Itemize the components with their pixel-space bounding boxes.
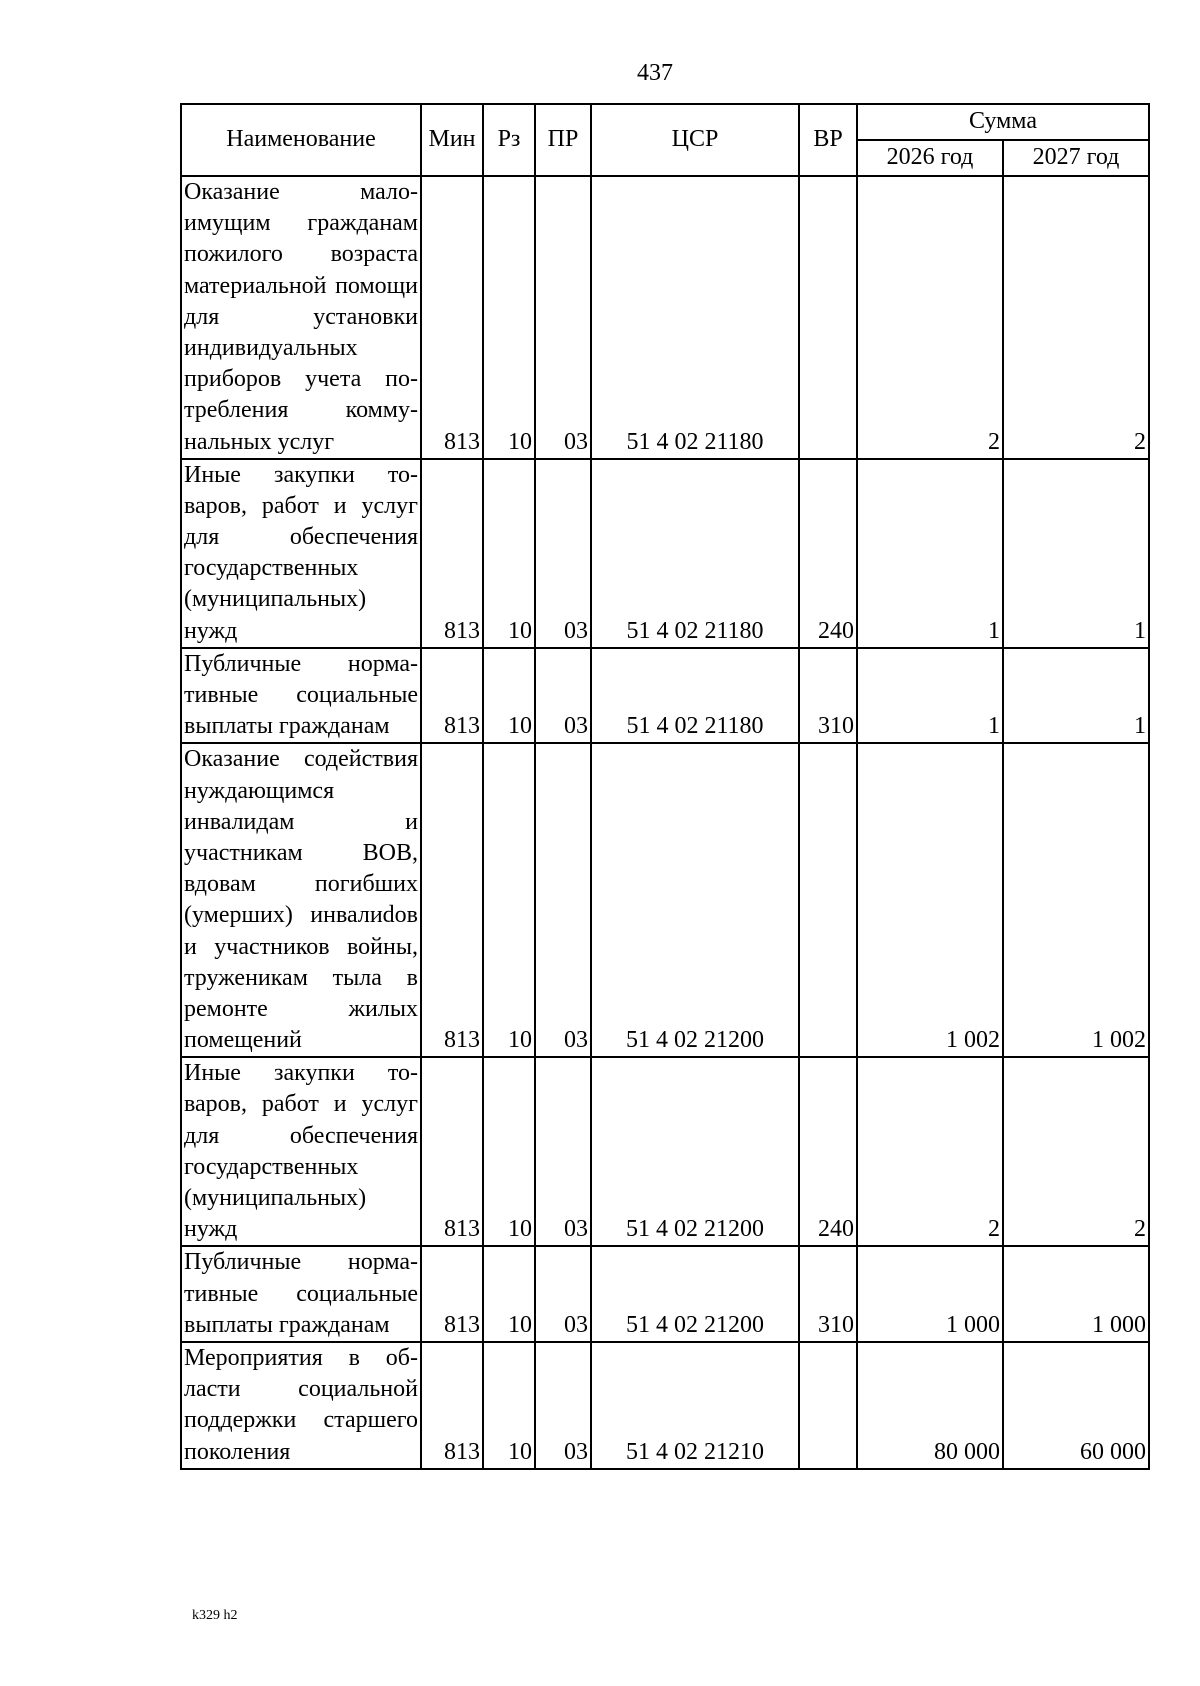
row-rz: 10 [483,648,535,744]
row-name: Публичные нормативные социальные выплаты гражданам [181,648,421,744]
row-amount-2027: 2 [1003,1057,1149,1246]
table-row [181,1057,1149,1246]
row-csr: 51 4 02 21180 [591,648,799,744]
row-pr: 03 [535,1246,591,1342]
row-amount-2026: 2 [857,176,1003,459]
row-name: Оказание содействия нуждающимся инвалидам и участникам ВОВ, вдовам погибших (умерших) инвалиdов и участников войны, труженикам тыла в ремонте жилых помещений [181,743,421,1057]
row-csr: 51 4 02 21200 [591,743,799,1057]
header-rz: Рз [483,104,535,176]
table-row [181,176,1149,459]
footer-code: k329 h2 [192,1608,238,1623]
row-amount-2026: 1 002 [857,743,1003,1057]
budget-table [180,103,1150,1470]
table-row [181,743,1149,1057]
row-min: 813 [421,743,483,1057]
row-amount-2026: 2 [857,1057,1003,1246]
row-amount-2026: 1 000 [857,1246,1003,1342]
page-number: 437 [637,60,673,86]
row-vr: 310 [799,648,857,744]
row-name: Мероприятия в области социальной поддержки старшего поколения [181,1342,421,1469]
row-amount-2026: 1 [857,459,1003,648]
row-csr: 51 4 02 21180 [591,459,799,648]
header-sum: Сумма [857,104,1149,140]
row-amount-2027: 1 000 [1003,1246,1149,1342]
row-vr: 310 [799,1246,857,1342]
row-name: Иные закупки товаров, работ и услуг для обеспечения государственных (муниципальных) нужд [181,1057,421,1246]
table-row [181,1342,1149,1469]
row-min: 813 [421,1057,483,1246]
row-name: Иные закупки товаров, работ и услуг для обеспечения государственных (муниципальных) нужд [181,459,421,648]
row-vr [799,176,857,459]
row-amount-2026: 1 [857,648,1003,744]
row-rz: 10 [483,459,535,648]
row-pr: 03 [535,176,591,459]
row-min: 813 [421,1246,483,1342]
row-vr: 240 [799,459,857,648]
table-row [181,459,1149,648]
row-min: 813 [421,459,483,648]
row-amount-2027: 1 [1003,648,1149,744]
header-year-2027: 2027 год [1003,140,1149,176]
row-csr: 51 4 02 21200 [591,1246,799,1342]
table-body [181,176,1149,1469]
header-vr: ВР [799,104,857,176]
header-csr: ЦСР [591,104,799,176]
row-min: 813 [421,648,483,744]
header-min: Мин [421,104,483,176]
row-amount-2027: 60 000 [1003,1342,1149,1469]
row-pr: 03 [535,743,591,1057]
row-csr: 51 4 02 21210 [591,1342,799,1469]
row-pr: 03 [535,1342,591,1469]
row-amount-2027: 1 [1003,459,1149,648]
row-rz: 10 [483,176,535,459]
row-pr: 03 [535,1057,591,1246]
row-rz: 10 [483,1246,535,1342]
row-vr [799,1342,857,1469]
row-amount-2027: 1 002 [1003,743,1149,1057]
row-rz: 10 [483,1057,535,1246]
row-name: Публичные нормативные социальные выплаты гражданам [181,1246,421,1342]
row-min: 813 [421,1342,483,1469]
table-row [181,1246,1149,1342]
row-pr: 03 [535,459,591,648]
table-row [181,648,1149,744]
row-pr: 03 [535,648,591,744]
header-pr: ПР [535,104,591,176]
row-amount-2027: 2 [1003,176,1149,459]
row-csr: 51 4 02 21180 [591,176,799,459]
row-amount-2026: 80 000 [857,1342,1003,1469]
row-name: Оказание малоимущим гражданам пожилого возраста материальной помощи для установки индивидуальных приборов учета потребления коммунальных услуг [181,176,421,459]
row-min: 813 [421,176,483,459]
row-vr: 240 [799,1057,857,1246]
header-year-2026: 2026 год [857,140,1003,176]
row-vr [799,743,857,1057]
row-csr: 51 4 02 21200 [591,1057,799,1246]
row-rz: 10 [483,743,535,1057]
header-name: Наименование [181,104,421,176]
row-rz: 10 [483,1342,535,1469]
